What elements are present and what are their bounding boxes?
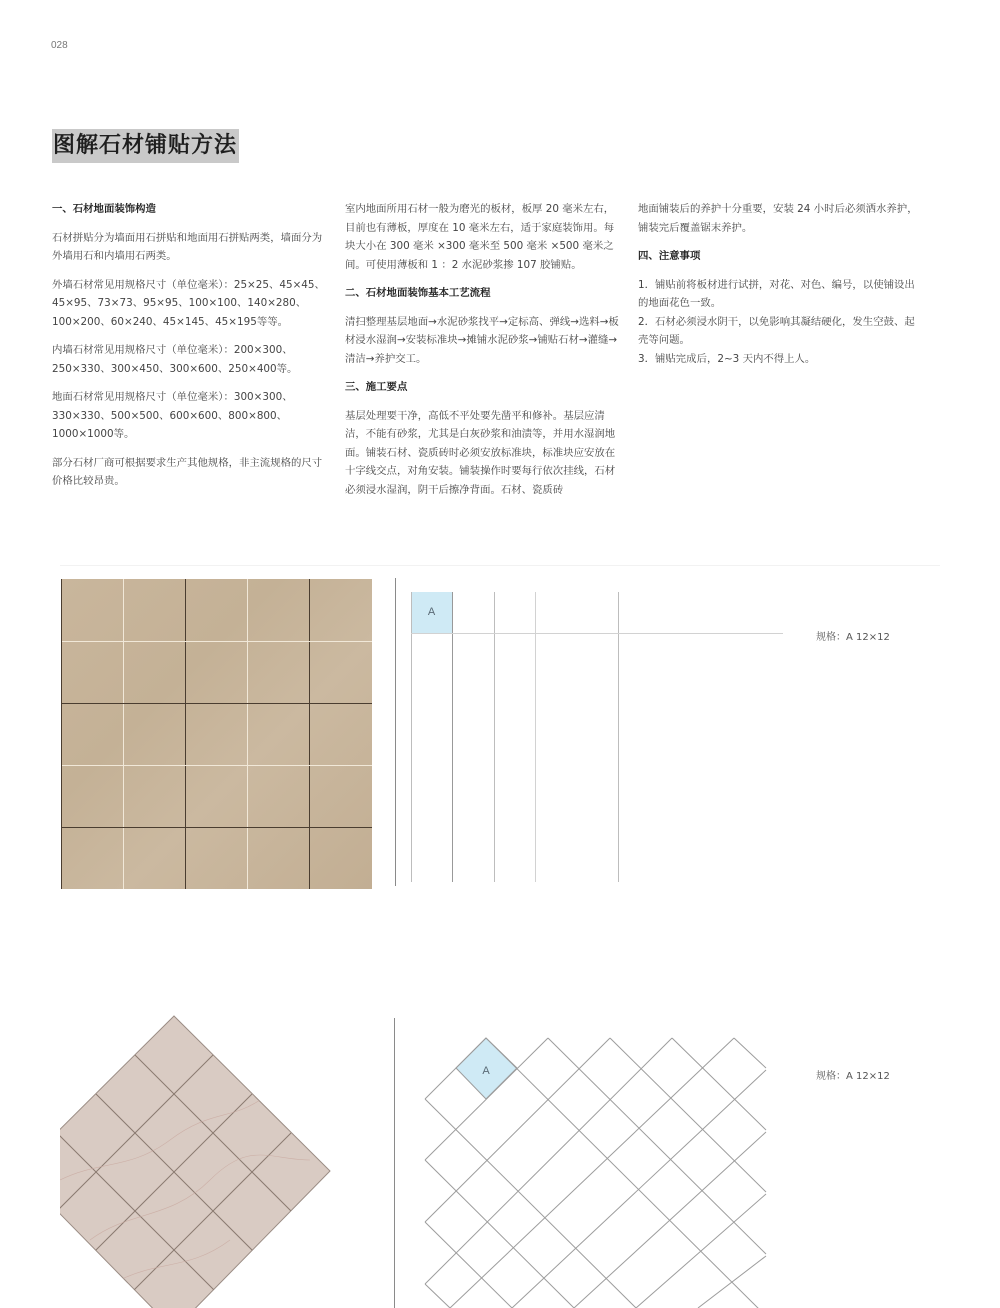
text-column-3	[638, 200, 918, 368]
paragraph: 室内地面所用石材一般为磨光的板材，板厚 20 毫米左右，目前也有薄板，厚度在 10 毫米左右，适于家庭装饰用。每块大小在 300 毫米 ×300 毫米至 500 毫米 ×500 毫米之间。可使用薄板和 1 ：2 水泥砂浆掺 107 胶铺贴。	[345, 203, 615, 271]
list-item: 2．石材必须浸水阴干，以免影响其凝结硬化，发生空鼓、起壳等问题。	[638, 315, 915, 346]
text-column-1	[52, 200, 330, 501]
tile-cell-a: A	[411, 592, 452, 633]
paragraph: 内墙石材常见用规格尺寸（单位毫米）：200×300、250×330、300×450、300×600、250×400等。	[52, 344, 298, 375]
paragraph: 地面石材常见用规格尺寸（单位毫米）：300×300、330×330、500×500、600×600、800×800、1000×1000等。	[52, 391, 293, 440]
list-item: 3．铺贴完成后，2~3 天内不得上人。	[638, 352, 816, 365]
paragraph: 外墙石材常见用规格尺寸（单位毫米）：25×25、45×45、45×95、73×73、95×95、100×100、140×280、100×200、60×240、45×145、45×195等等。	[52, 278, 325, 328]
diagonal-tile-plan	[390, 1010, 790, 1308]
section-heading-1: 一、石材地面装饰构造	[52, 203, 156, 215]
paragraph: 基层处理要干净，高低不平处要先凿平和修补。基层应清洁，不能有砂浆，尤其是白灰砂浆和油渍等，并用水湿润地面。铺装石材、瓷质砖时必须安放标准块，标准块应安放在十字线交点，对角安装。铺装操作时要每行依次挂线，石材必须浸水湿润，阴干后擦净背面。石材、瓷质砖	[345, 409, 616, 496]
paragraph: 部分石材厂商可根据要求生产其他规格，非主流规格的尺寸价格比较昂贵。	[52, 456, 323, 487]
page-number: 028	[51, 40, 68, 51]
paragraph: 清扫整理基层地面→水泥砂浆找平→定标高、弹线→选料→板材浸水湿润→安装标准块→摊铺水泥砂浆→铺贴石材→灌缝→清洁→养护交工。	[345, 315, 619, 365]
diagonal-tile-photo	[60, 1010, 400, 1308]
straight-tile-photo	[61, 579, 372, 889]
divider	[60, 565, 940, 566]
section-heading-4: 四、注意事项	[638, 250, 701, 262]
divider	[395, 578, 396, 886]
spec-label: 规格：A 12×12	[816, 1071, 890, 1082]
paragraph: 石材拼贴分为墙面用石拼贴和地面用石拼贴两类，墙面分为外墙用石和内墙用石两类。	[52, 231, 323, 262]
tile-cell-a: A	[482, 1065, 490, 1077]
spec-label: 规格：A 12×12	[816, 632, 890, 643]
section-heading-3: 三、施工要点	[345, 381, 408, 393]
paragraph: 地面铺装后的养护十分重要，安装 24 小时后必须洒水养护，铺装完后覆盖锯末养护。	[638, 203, 918, 234]
page-title: 图解石材铺贴方法	[52, 129, 239, 163]
text-column-2	[345, 200, 623, 509]
section-heading-2: 二、石材地面装饰基本工艺流程	[345, 287, 491, 299]
list-item: 1．铺贴前将板材进行试拼，对花、对色、编号，以使铺设出的地面花色一致。	[638, 278, 915, 309]
